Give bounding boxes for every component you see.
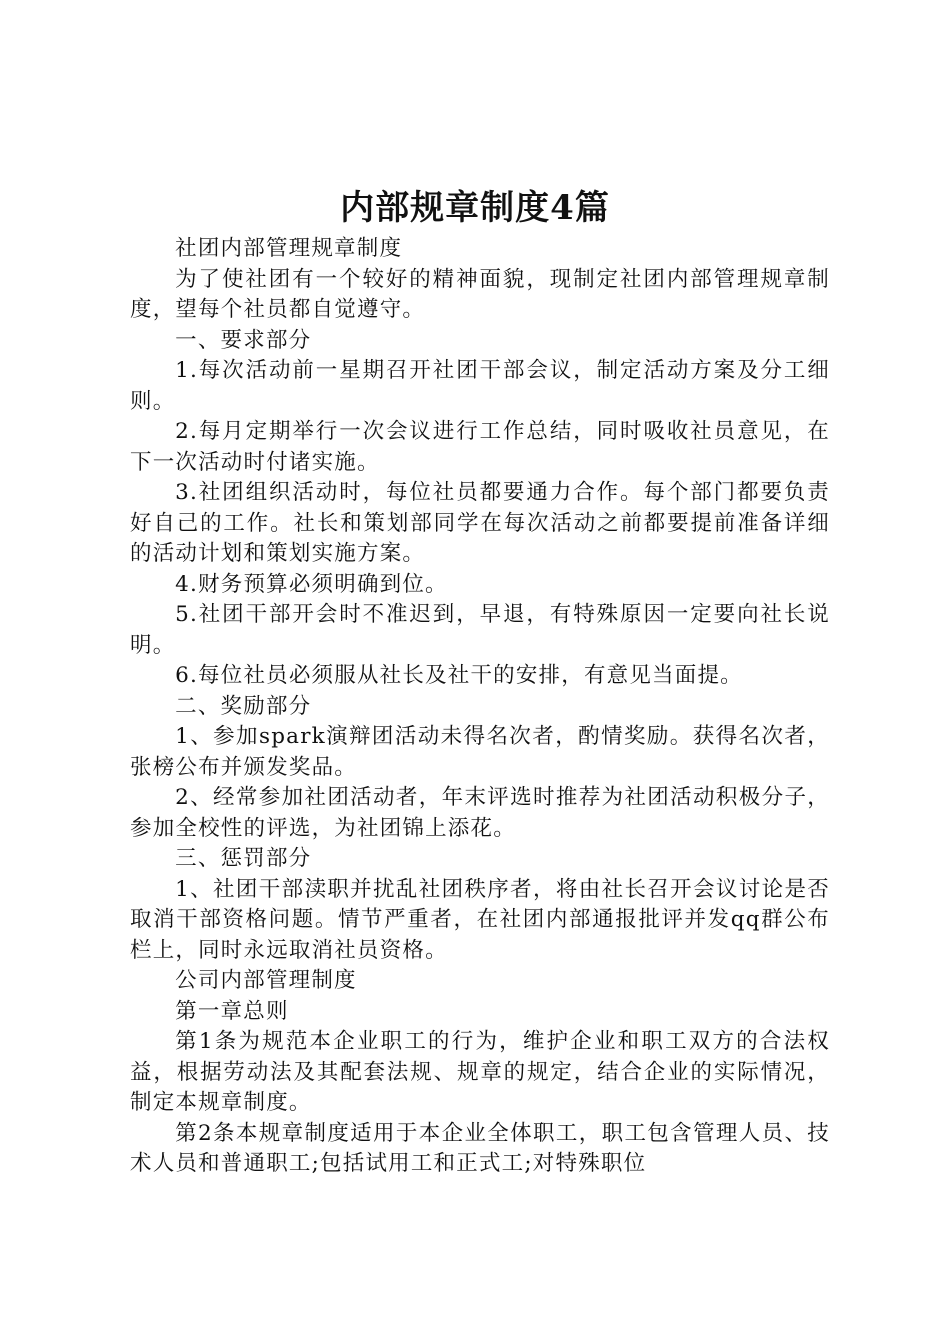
document-title: 内部规章制度4篇 bbox=[340, 188, 610, 228]
paragraph: 第1条为规范本企业职工的行为，维护企业和职工双方的合法权益，根据劳动法及其配套法规、规章的规定，结合企业的实际情况，制定本规章制度。 bbox=[130, 1029, 830, 1115]
paragraph: 6.每位社员必须服从社长及社干的安排，有意见当面提。 bbox=[175, 663, 743, 688]
paragraph: 2、经常参加社团活动者，年末评选时推荐为社团活动积极分子，参加全校性的评选，为社团锦上添花。 bbox=[130, 785, 830, 841]
section-heading: 二、奖励部分 bbox=[175, 693, 312, 719]
paragraph: 1.每次活动前一星期召开社团干部会议，制定活动方案及分工细则。 bbox=[130, 358, 830, 414]
paragraph: 为了使社团有一个较好的精神面貌，现制定社团内部管理规章制度，望每个社员都自觉遵守。 bbox=[130, 266, 830, 322]
paragraph: 2.每月定期举行一次会议进行工作总结，同时吸收社员意见，在下一次活动时付诸实施。 bbox=[130, 419, 830, 475]
section-heading: 社团内部管理规章制度 bbox=[175, 236, 403, 261]
paragraph: 3.社团组织活动时，每位社员都要通力合作。每个部门都要负责好自己的工作。社长和策划部同学在每次活动之前都要提前准备详细的活动计划和策划实施方案。 bbox=[130, 480, 830, 566]
paragraph: 第2条本规章制度适用于本企业全体职工，职工包含管理人员、技术人员和普通职工;包括试用工和正式工;对特殊职位 bbox=[130, 1120, 830, 1176]
paragraph: 4.财务预算必须明确到位。 bbox=[175, 571, 448, 597]
section-heading: 一、要求部分 bbox=[175, 327, 312, 353]
paragraph: 1、参加spark演辩团活动未得名次者，酌情奖励。获得名次者，张榜公布并颁发奖品。 bbox=[130, 724, 830, 780]
paragraph: 5.社团干部开会时不准迟到，早退，有特殊原因一定要向社长说明。 bbox=[130, 602, 830, 658]
chapter-heading: 第一章总则 bbox=[175, 998, 289, 1024]
section-heading: 公司内部管理制度 bbox=[175, 968, 357, 993]
section-heading: 三、惩罚部分 bbox=[175, 846, 312, 871]
document-body bbox=[130, 234, 830, 1180]
paragraph: 1、社团干部渎职并扰乱社团秩序者，将由社长召开会议讨论是否取消干部资格问题。情节严重者，在社团内部通报批评并发qq群公布栏上，同时永远取消社员资格。 bbox=[130, 876, 830, 963]
